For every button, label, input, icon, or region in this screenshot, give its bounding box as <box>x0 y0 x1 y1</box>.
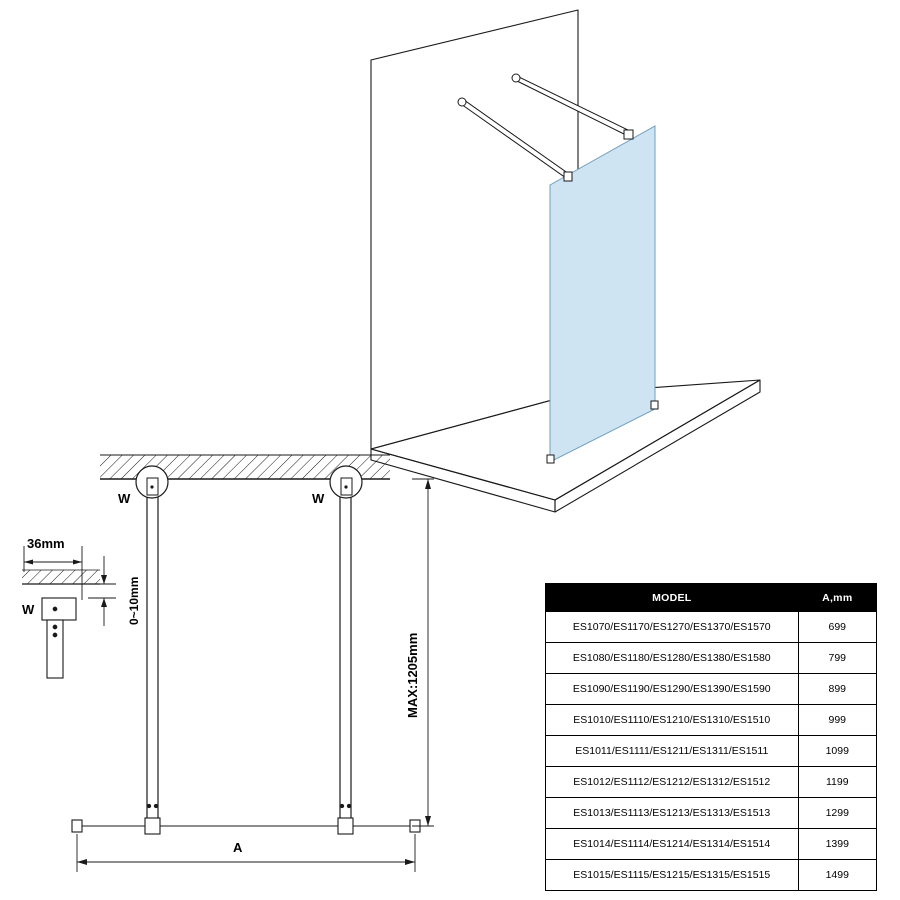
model-spec-table <box>545 583 877 891</box>
table-row <box>546 705 877 736</box>
cell-model: ES1011/ES1111/ES1211/ES1311/ES1511 <box>546 736 799 767</box>
wall-mount-label-left: W <box>118 491 131 506</box>
cell-a: 1099 <box>798 736 876 767</box>
table-row <box>546 643 877 674</box>
cell-model: ES1013/ES1113/ES1213/ES1313/ES1513 <box>546 798 799 829</box>
cell-model: ES1010/ES1110/ES1210/ES1310/ES1510 <box>546 705 799 736</box>
cell-a: 699 <box>798 612 876 643</box>
width-dimension-label: A <box>233 840 243 855</box>
cell-a: 799 <box>798 643 876 674</box>
max-height-label: MAX:1205mm <box>405 632 420 718</box>
table-header-a: A,mm <box>798 584 876 612</box>
cell-a: 999 <box>798 705 876 736</box>
cell-a: 1199 <box>798 767 876 798</box>
cell-model: ES1090/ES1190/ES1290/ES1390/ES1590 <box>546 674 799 705</box>
wall-mount-label-right: W <box>312 491 325 506</box>
detail-width-label: 36mm <box>27 536 65 551</box>
cell-model: ES1014/ES1114/ES1214/ES1314/ES1514 <box>546 829 799 860</box>
cell-a: 1299 <box>798 798 876 829</box>
detail-wall-hatch <box>22 570 100 584</box>
cell-model: ES1015/ES1115/ES1215/ES1315/ES1515 <box>546 860 799 891</box>
table-header-model: MODEL <box>546 584 799 612</box>
cell-a: 1399 <box>798 829 876 860</box>
cell-model: ES1080/ES1180/ES1280/ES1380/ES1580 <box>546 643 799 674</box>
table-row <box>546 860 877 891</box>
detail-w-label: W <box>22 602 35 617</box>
detail-gap-label: 0~10mm <box>127 576 141 625</box>
detail-bracket <box>42 598 76 678</box>
cell-model: ES1012/ES1112/ES1212/ES1312/ES1512 <box>546 767 799 798</box>
table-header-row <box>546 584 877 612</box>
table-row <box>546 829 877 860</box>
table-row <box>546 736 877 767</box>
cell-a: 899 <box>798 674 876 705</box>
table-row <box>546 798 877 829</box>
table-row <box>546 674 877 705</box>
table-row <box>546 612 877 643</box>
table-row <box>546 767 877 798</box>
cell-model: ES1070/ES1170/ES1270/ES1370/ES1570 <box>546 612 799 643</box>
detail-gap-dimension <box>88 556 116 626</box>
cell-a: 1499 <box>798 860 876 891</box>
